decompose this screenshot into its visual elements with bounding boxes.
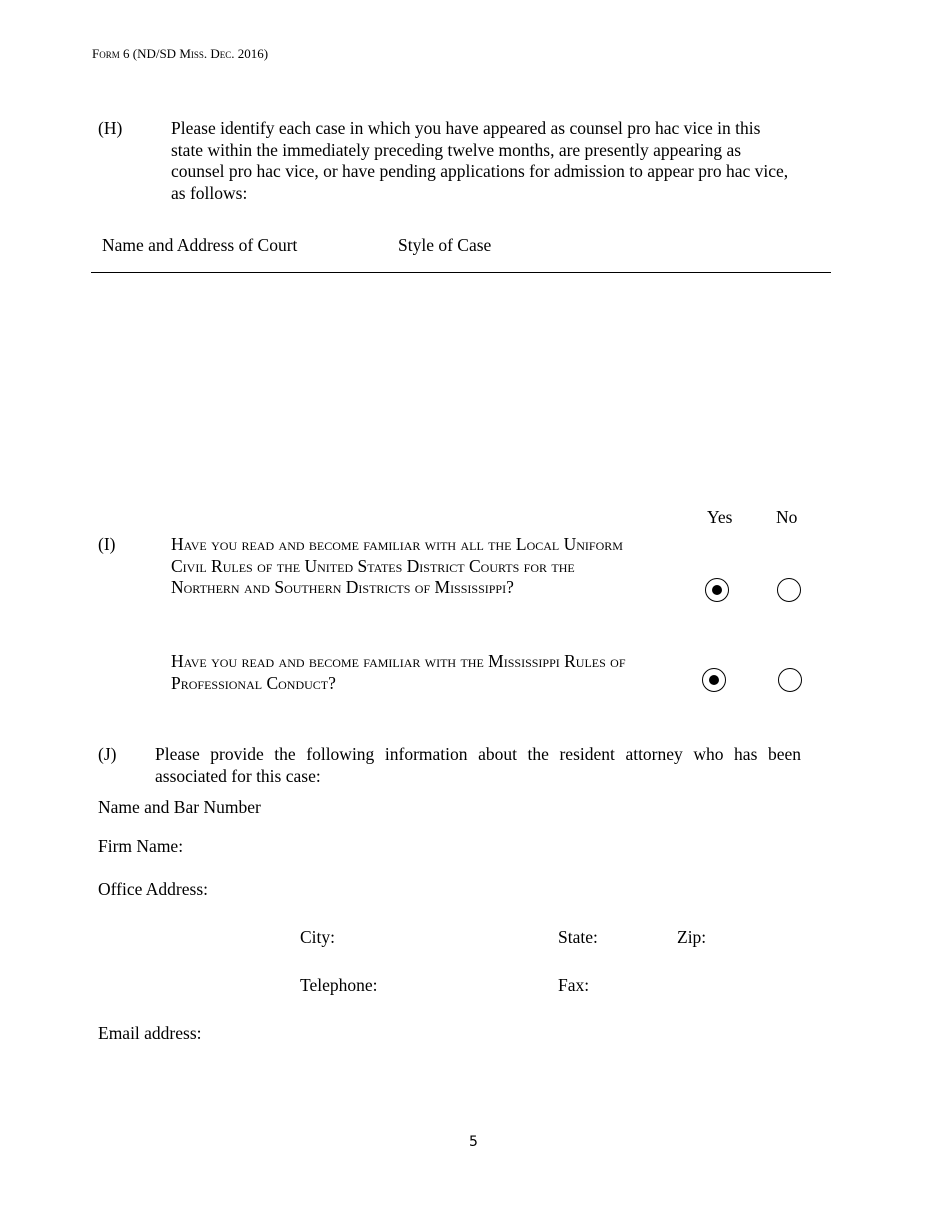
section-h-marker: (H) xyxy=(98,118,123,138)
table-header-rule xyxy=(91,272,831,273)
field-zip-label: Zip: xyxy=(677,927,707,947)
column-header-court: Name and Address of Court xyxy=(102,235,298,255)
local-rules-yes-radio[interactable] xyxy=(705,578,729,602)
field-telephone-label: Telephone: xyxy=(300,975,378,995)
form-header: Form 6 (ND/SD Miss. Dec. 2016) xyxy=(92,46,269,61)
professional-conduct-yes-radio[interactable] xyxy=(702,668,726,692)
yes-column-label: Yes xyxy=(707,507,733,527)
page-number: 5 xyxy=(469,1134,478,1150)
question-local-rules: Have you read and become familiar with all the Local Uniform Civil Rules of the United States District Courts for the Northern and Southern Districts of Mississippi? xyxy=(171,534,623,597)
local-rules-no-radio[interactable] xyxy=(777,578,801,602)
field-fax-label: Fax: xyxy=(558,975,590,995)
no-column-label: No xyxy=(776,507,798,527)
field-office-label: Office Address: xyxy=(98,879,208,899)
column-header-style-of-case: Style of Case xyxy=(398,235,492,255)
field-firm-label: Firm Name: xyxy=(98,836,184,856)
question-professional-conduct: Have you read and become familiar with the Mississippi Rules of Professional Conduct? xyxy=(171,651,626,693)
professional-conduct-no-radio[interactable] xyxy=(778,668,802,692)
section-h-text: Please identify each case in which you have appeared as counsel pro hac vice in this state within the immediately preceding twelve months, are presently appearing as counsel pro hac vice, or have pending applications for admission to appear pro hac vice, as follows: xyxy=(171,118,789,203)
section-j-text: Please provide the following information about the resident attorney who has been associated for this case: xyxy=(155,744,801,786)
section-i-marker: (I) xyxy=(98,534,116,554)
field-state-label: State: xyxy=(558,927,598,947)
field-name-bar-label: Name and Bar Number xyxy=(98,797,261,817)
field-email-label: Email address: xyxy=(98,1023,202,1043)
field-city-label: City: xyxy=(300,927,336,947)
section-j-marker: (J) xyxy=(98,744,117,764)
